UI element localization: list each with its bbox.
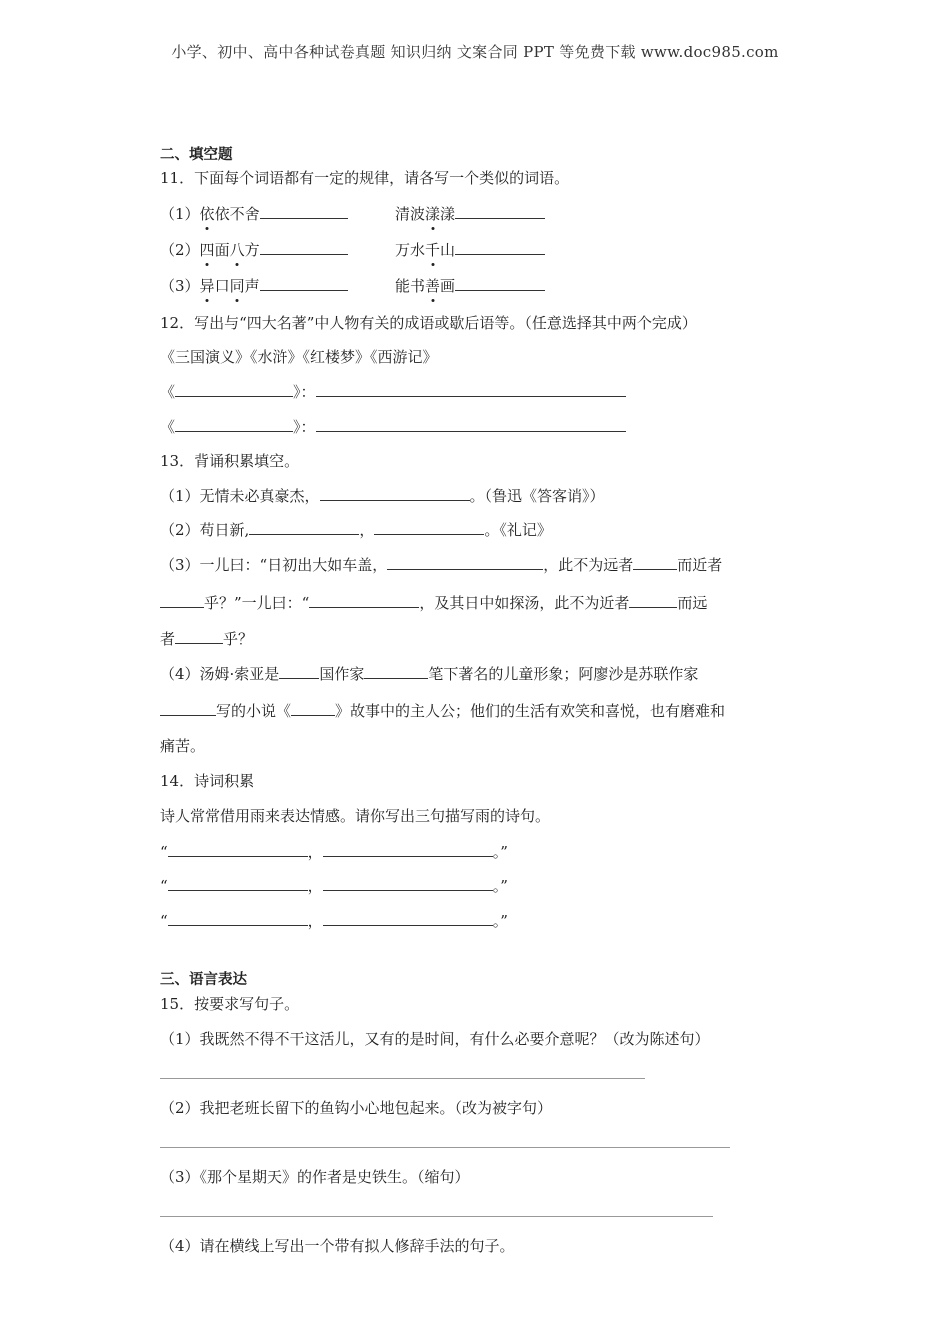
- answer-blank[interactable]: [168, 910, 308, 926]
- question-14-sub: 诗人常常借用雨来表达情感。请你写出三句描写雨的诗句。: [160, 807, 551, 825]
- answer-blank[interactable]: [168, 875, 308, 891]
- answer-blank[interactable]: [455, 275, 545, 291]
- answer-blank[interactable]: [260, 203, 348, 219]
- answer-blank[interactable]: [175, 416, 293, 432]
- q15-item-1: （1）我既然不得不干这活儿，又有的是时间，有什么必要介意呢？（改为陈述句）: [160, 1030, 710, 1048]
- q13-item-4-line-1: （4）汤姆·索亚是 国作家 笔下著名的儿童形象；阿廖沙是苏联作家: [160, 665, 699, 683]
- answer-blank[interactable]: [323, 910, 493, 926]
- q13-item-3-line-1: （3）一儿曰：“日初出大如车盖， ，此不为远者 而近者: [160, 556, 723, 574]
- q14-poem-line-1: “ ， 。”: [160, 843, 508, 861]
- answer-blank[interactable]: [316, 416, 626, 432]
- q13-item-3-line-3: 者 乎？: [160, 630, 254, 648]
- section-title: 二、填空题: [160, 147, 233, 163]
- q15-item-3: （3）《那个星期天》的作者是史铁生。（缩句）: [160, 1168, 470, 1186]
- answer-blank[interactable]: [291, 700, 335, 716]
- q15-item-4: （4）请在横线上写出一个带有拟人修辞手法的句子。: [160, 1237, 515, 1255]
- answer-blank[interactable]: [364, 663, 428, 679]
- book-list: 《三国演义》《水浒》《红楼梦》《西游记》: [160, 348, 438, 366]
- q13-item-1: （1）无情未必真豪杰， 。（鲁迅《答客诮》）: [160, 487, 605, 505]
- answer-blank[interactable]: [279, 663, 319, 679]
- answer-blank[interactable]: [175, 381, 293, 397]
- answer-blank[interactable]: [455, 203, 545, 219]
- answer-blank[interactable]: [316, 381, 626, 397]
- answer-blank[interactable]: [323, 841, 493, 857]
- answer-blank[interactable]: [374, 519, 484, 535]
- section-title: 三、语言表达: [160, 972, 247, 988]
- answer-blank[interactable]: [629, 592, 677, 608]
- q12-answer-line-2: 《 》：: [160, 416, 626, 437]
- q14-poem-line-3: “ ， 。”: [160, 912, 508, 930]
- q12-answer-line-1: 《 》：: [160, 381, 626, 402]
- question-15-stem: 15．按要求写句子。: [160, 995, 300, 1013]
- q11-row-2: （2）四面八方 万水千山: [160, 239, 800, 260]
- answer-blank[interactable]: [160, 592, 204, 608]
- answer-blank[interactable]: [175, 628, 223, 644]
- q13-item-4-line-3: 痛苦。: [160, 737, 206, 755]
- question-14-stem: 14．诗词积累: [160, 772, 255, 790]
- answer-blank[interactable]: [633, 554, 677, 570]
- answer-blank[interactable]: [309, 592, 419, 608]
- answer-blank[interactable]: [249, 519, 359, 535]
- q15-item-2: （2）我把老班长留下的鱼钩小心地包起来。（改为被字句）: [160, 1099, 553, 1117]
- question-13-stem: 13．背诵积累填空。: [160, 452, 300, 470]
- q15-answer-line-3[interactable]: [160, 1216, 713, 1217]
- answer-blank[interactable]: [160, 700, 216, 716]
- answer-blank[interactable]: [387, 554, 543, 570]
- page-header: 小学、初中、高中各种试卷真题 知识归纳 文案合同 PPT 等免费下载 www.doc985.com: [171, 43, 779, 61]
- question-12-stem: 12．写出与“四大名著”中人物有关的成语或歇后语等。（任意选择其中两个完成）: [160, 314, 697, 332]
- q13-item-2: （2）苟日新, ， 。《礼记》: [160, 521, 552, 539]
- q13-item-4-line-2: 写的小说《 》故事中的主人公；他们的生活有欢笑和喜悦，也有磨难和: [160, 700, 725, 721]
- q14-poem-line-2: “ ， 。”: [160, 877, 508, 895]
- question-11-stem: 11．下面每个词语都有一定的规律，请各写一个类似的词语。: [160, 169, 570, 187]
- answer-blank[interactable]: [320, 485, 470, 501]
- q11-row-3: （3）异口同声 能书善画: [160, 275, 800, 296]
- answer-blank[interactable]: [260, 239, 348, 255]
- answer-blank[interactable]: [455, 239, 545, 255]
- answer-blank[interactable]: [168, 841, 308, 857]
- answer-blank[interactable]: [323, 875, 493, 891]
- answer-blank[interactable]: [260, 275, 348, 291]
- q15-answer-line-2[interactable]: [160, 1147, 730, 1148]
- q15-answer-line-1[interactable]: [160, 1078, 645, 1079]
- q13-item-3-line-2: 乎？”一儿曰：“ ，及其日中如探汤，此不为近者 而远: [160, 592, 707, 613]
- q11-row-1: （1）依依不舍 清波漾漾: [160, 203, 800, 224]
